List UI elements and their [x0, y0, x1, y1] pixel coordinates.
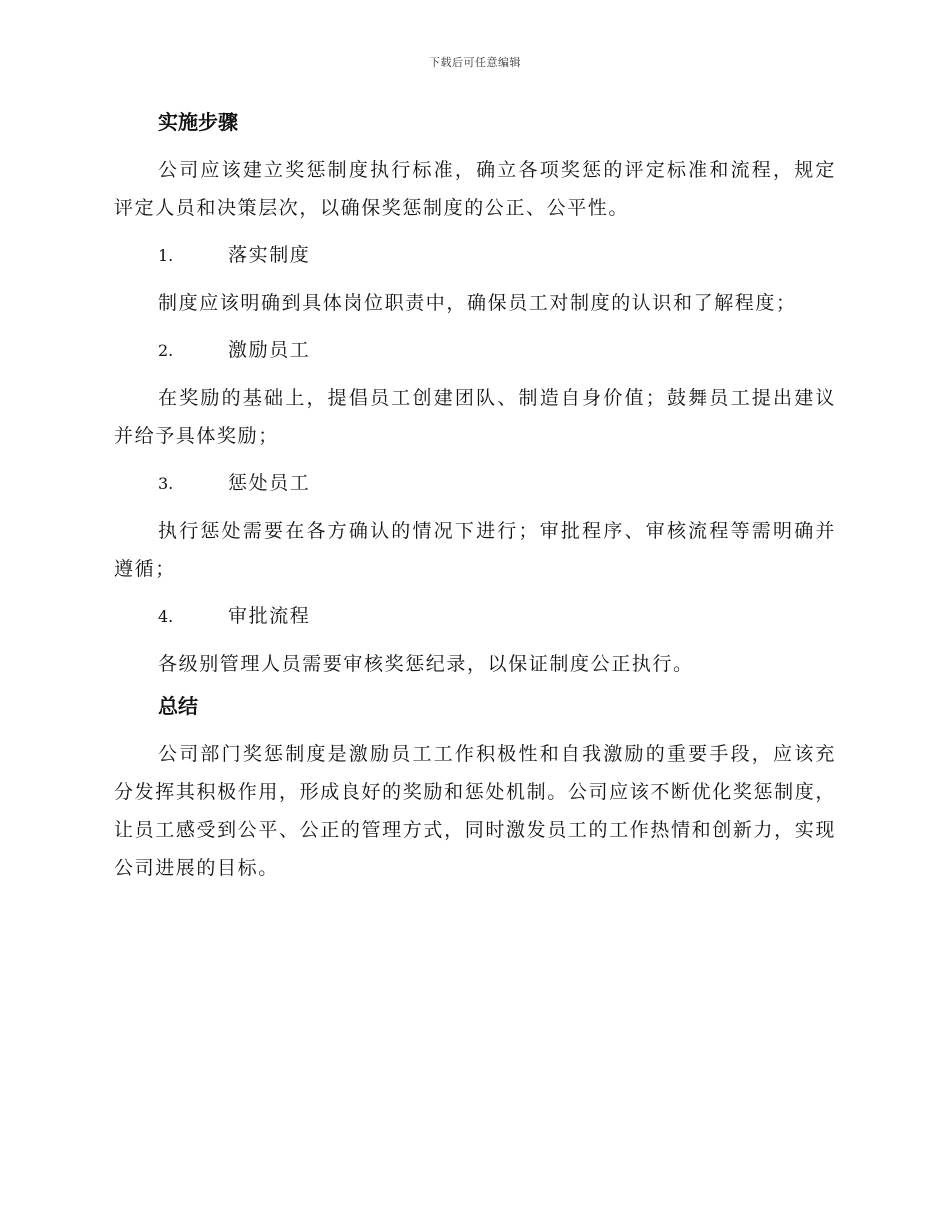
list-number: 3. — [158, 474, 174, 493]
list-item-4 — [114, 597, 836, 636]
list-item-3 — [114, 464, 836, 503]
section-heading-summary: 总结 — [158, 694, 198, 718]
list-item-title: 惩处员工 — [228, 472, 311, 494]
list-item-4-body: 各级别管理人员需要审核奖惩纪录，以保证制度公正执行。 — [158, 653, 694, 675]
list-number: 1. — [158, 246, 174, 265]
page-header: 下载后可任意编辑 — [429, 56, 521, 69]
document-body — [114, 108, 836, 896]
section-intro-paragraph: 公司应该建立奖惩制度执行标准，确立各项奖惩的评定标准和流程，规定评定人员和决策层次，以确保奖惩制度的公正、公平性。 — [114, 159, 836, 219]
list-number: 4. — [158, 607, 174, 626]
list-item-1 — [114, 236, 836, 275]
summary-paragraph: 公司部门奖惩制度是激励员工工作积极性和自我激励的重要手段，应该充分发挥其积极作用，形成良好的奖励和惩处机制。公司应该不断优化奖惩制度，让员工感受到公平、公正的管理方式，同时激发员工的工作热情和创新力，实现公司进展的目标。 — [114, 743, 836, 879]
list-item-title: 激励员工 — [228, 339, 311, 361]
list-item-title: 落实制度 — [228, 244, 311, 266]
list-item-2-body: 在奖励的基础上，提倡员工创建团队、制造自身价值；鼓舞员工提出建议并给予具体奖励； — [114, 387, 836, 447]
list-number: 2. — [158, 341, 174, 360]
list-item-1-body: 制度应该明确到具体岗位职责中，确保员工对制度的认识和了解程度； — [158, 292, 797, 314]
section-heading-implementation: 实施步骤 — [158, 110, 238, 134]
list-item-title: 审批流程 — [228, 605, 311, 627]
list-item-2 — [114, 331, 836, 370]
list-item-3-body: 执行惩处需要在各方确认的情况下进行；审批程序、审核流程等需明确并遵循； — [114, 520, 836, 580]
